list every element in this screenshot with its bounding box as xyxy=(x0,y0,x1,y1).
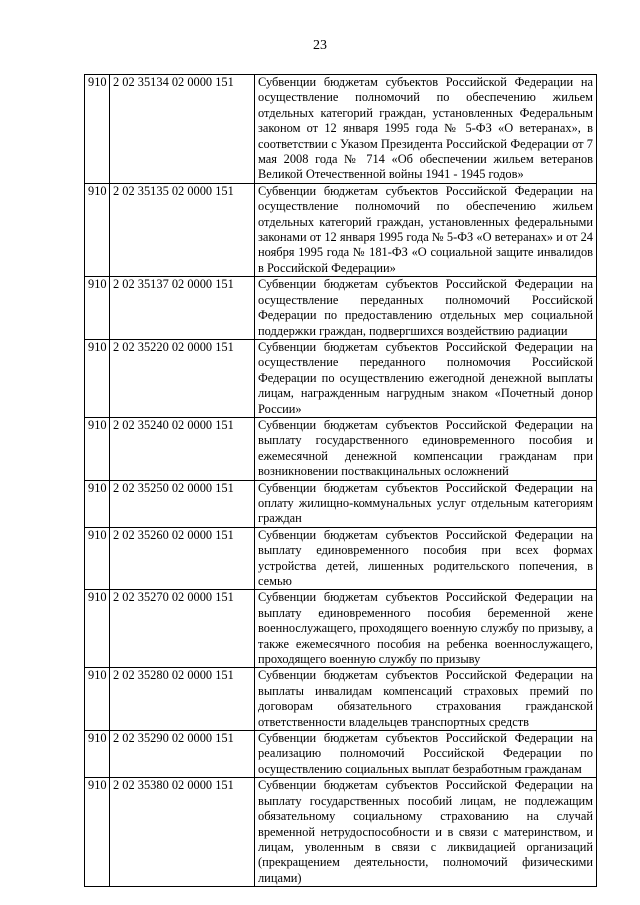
table-row xyxy=(85,731,597,778)
admin-code-cell: 910 xyxy=(85,527,110,590)
table-row xyxy=(85,778,597,887)
budget-classification-table xyxy=(84,74,597,887)
table-row xyxy=(85,183,597,276)
admin-code-cell: 910 xyxy=(85,668,110,731)
admin-code-cell: 910 xyxy=(85,731,110,778)
table-row xyxy=(85,277,597,340)
admin-code-cell: 910 xyxy=(85,183,110,276)
description-cell: Субвенции бюджетам субъектов Российской Федерации на выплату государственного единовременного пособия и ежемесячной денежной компенсации гражданам при возникновении поствакцинальных осложнений xyxy=(255,417,597,480)
table-row xyxy=(85,668,597,731)
description-cell: Субвенции бюджетам субъектов Российской Федерации на выплату государственных пособий лицам, не подлежащим обязательному социальному страхованию на случай временной нетрудоспособности и в связи с материнством, и лицам, уволенным в связи с ликвидацией организаций (прекращением деятельности, полномочий физическими лицами) xyxy=(255,778,597,887)
table-row xyxy=(85,590,597,668)
budget-code-cell: 2 02 35250 02 0000 151 xyxy=(110,480,255,527)
description-cell: Субвенции бюджетам субъектов Российской Федерации на осуществление переданных полномочий Российской Федерации по предоставлению отдельных мер социальной поддержки граждан, подвергшихся воздействию радиации xyxy=(255,277,597,340)
table-row xyxy=(85,527,597,590)
table-row xyxy=(85,417,597,480)
budget-code-cell: 2 02 35260 02 0000 151 xyxy=(110,527,255,590)
budget-code-cell: 2 02 35135 02 0000 151 xyxy=(110,183,255,276)
table-row xyxy=(85,75,597,184)
budget-code-cell: 2 02 35240 02 0000 151 xyxy=(110,417,255,480)
description-cell: Субвенции бюджетам субъектов Российской Федерации на осуществление полномочий по обеспечению жильем отдельных категорий граждан, установленных Федеральным законом от 12 января 1995 года № 5-ФЗ «О ветеранах», в соответствии с Указом Президента Российской Федерации от 7 мая 2008 года № 714 «Об обеспечении жильем ветеранов Великой Отечественной войны 1941 - 1945 годов» xyxy=(255,75,597,184)
admin-code-cell: 910 xyxy=(85,277,110,340)
admin-code-cell: 910 xyxy=(85,590,110,668)
budget-code-cell: 2 02 35137 02 0000 151 xyxy=(110,277,255,340)
budget-code-cell: 2 02 35380 02 0000 151 xyxy=(110,778,255,887)
budget-code-cell: 2 02 35220 02 0000 151 xyxy=(110,339,255,417)
page-number: 23 xyxy=(313,38,327,53)
admin-code-cell: 910 xyxy=(85,417,110,480)
admin-code-cell: 910 xyxy=(85,339,110,417)
description-cell: Субвенции бюджетам субъектов Российской Федерации на реализацию полномочий Российской Федерации по осуществлению социальных выплат безработным гражданам xyxy=(255,731,597,778)
description-cell: Субвенции бюджетам субъектов Российской Федерации на выплату единовременного пособия беременной жене военнослужащего, проходящего военную службу по призыву, а также ежемесячного пособия на ребенка военнослужащего, проходящего военную службу по призыву xyxy=(255,590,597,668)
description-cell: Субвенции бюджетам субъектов Российской Федерации на осуществление полномочий по обеспечению жильем отдельных категорий граждан, установленных федеральными законами от 12 января 1995 года № 5-ФЗ «О ветеранах» и от 24 ноября 1995 года № 181-ФЗ «О социальной защите инвалидов в Российской Федерации» xyxy=(255,183,597,276)
table-row xyxy=(85,480,597,527)
admin-code-cell: 910 xyxy=(85,778,110,887)
table-row xyxy=(85,339,597,417)
description-cell: Субвенции бюджетам субъектов Российской Федерации на выплаты инвалидам компенсаций страховых премий по договорам обязательного страхования гражданской ответственности владельцев транспортных средств xyxy=(255,668,597,731)
description-cell: Субвенции бюджетам субъектов Российской Федерации на осуществление переданного полномочия Российской Федерации по осуществлению ежегодной денежной выплаты лицам, награжденным нагрудным знаком «Почетный донор России» xyxy=(255,339,597,417)
admin-code-cell: 910 xyxy=(85,75,110,184)
budget-code-cell: 2 02 35270 02 0000 151 xyxy=(110,590,255,668)
description-cell: Субвенции бюджетам субъектов Российской Федерации на оплату жилищно-коммунальных услуг отдельным категориям граждан xyxy=(255,480,597,527)
admin-code-cell: 910 xyxy=(85,480,110,527)
description-cell: Субвенции бюджетам субъектов Российской Федерации на выплату единовременного пособия при всех формах устройства детей, лишенных родительского попечения, в семью xyxy=(255,527,597,590)
budget-code-cell: 2 02 35290 02 0000 151 xyxy=(110,731,255,778)
budget-code-cell: 2 02 35134 02 0000 151 xyxy=(110,75,255,184)
budget-code-cell: 2 02 35280 02 0000 151 xyxy=(110,668,255,731)
